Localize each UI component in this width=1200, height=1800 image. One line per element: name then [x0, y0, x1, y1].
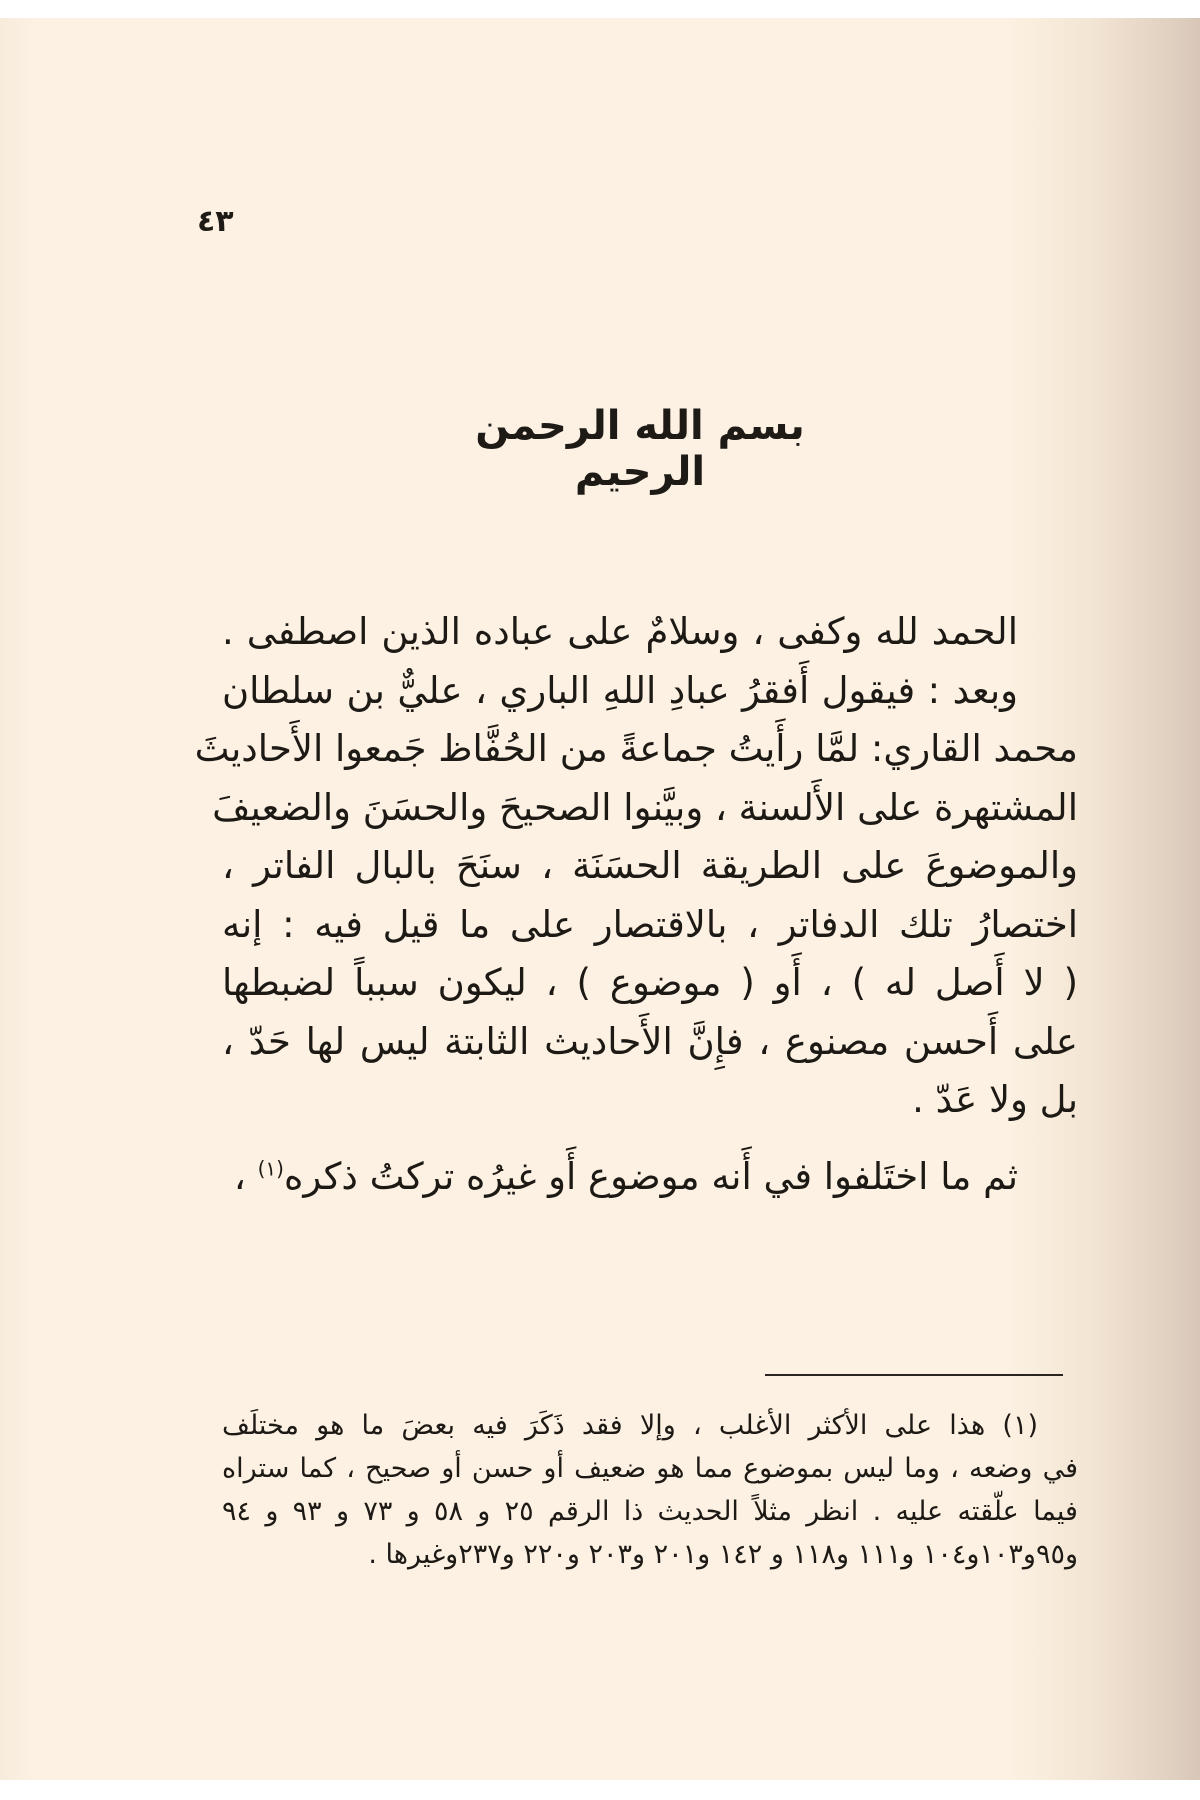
footnote-line: و٩٥و١٠٣و١٠٤ و١١١ و١١٨ و ١٤٢ و٢٠١ و٢٠٣ و٢٢٠ و٢٣٧وغيرها .: [368, 1539, 1078, 1570]
footnote-separator: [765, 1374, 1063, 1376]
text-line: بل ولا عَدّ .: [912, 1078, 1078, 1121]
basmala-heading: بسم الله الرحمن الرحيم: [475, 403, 805, 495]
footnote-line: في وضعه ، وما ليس بموضوع مما هو ضعيف أو حسن أو صحيح ، كما ستراه: [222, 1453, 1078, 1484]
page-number: ٤٣: [197, 204, 234, 239]
text-segment: ثم ما اختَلفوا في أَنه موضوع أَو غيرُه تركتُ ذكره: [283, 1154, 1018, 1198]
paragraph-gap: [222, 1130, 1078, 1148]
text-line: ( لا أَصل له ) ، أَو ( موضوع ) ، ليكون سبباً لضبطها: [222, 961, 1078, 1004]
text-line: وبعد : فيقول أَفقرُ عبادِ اللهِ الباري ، عليٌّ بن سلطان: [222, 668, 1018, 712]
text-line-with-footnote: [222, 1148, 1078, 1207]
footnotes: [222, 1404, 1078, 1576]
main-text: [194, 603, 1078, 1206]
text-segment: ،: [233, 1154, 246, 1198]
text-line: على أَحسن مصنوع ، فإِنَّ الأَحاديث الثابتة ليس لها حَدّ ،: [222, 1019, 1078, 1063]
text-line: اختصارُ تلك الدفاتر ، بالاقتصار على ما قيل فيه : إنه: [222, 902, 1078, 946]
footnote-line: فيما علّقته عليه . انظر مثلاً الحديث ذا الرقم ٢٥ و ٥٨ و ٧٣ و ٩٣ و ٩٤: [222, 1496, 1078, 1527]
footnote-reference[interactable]: (١): [257, 1156, 284, 1181]
text-line: والموضوعَ على الطريقة الحسَنَة ، سنَحَ بالبال الفاتر ،: [222, 844, 1078, 887]
text-line: الحمد لله وكفى ، وسلامٌ على عباده الذين اصطفى .: [222, 610, 1018, 653]
footnote-line: (١) هذا على الأكثر الأغلب ، وإلا فقد ذَكَرَ فيه بعضَ ما هو مختلَف: [222, 1410, 1038, 1441]
text-line: المشتهرة على الأَلسنة ، وبيَّنوا الصحيحَ والحسَنَ والضعيفَ: [212, 785, 1078, 829]
text-line: محمد القاري: لمَّا رأَيتُ جماعةً من الحُفَّاظ جَمعوا الأَحاديثَ: [194, 727, 1078, 770]
book-page: [0, 18, 1200, 1780]
